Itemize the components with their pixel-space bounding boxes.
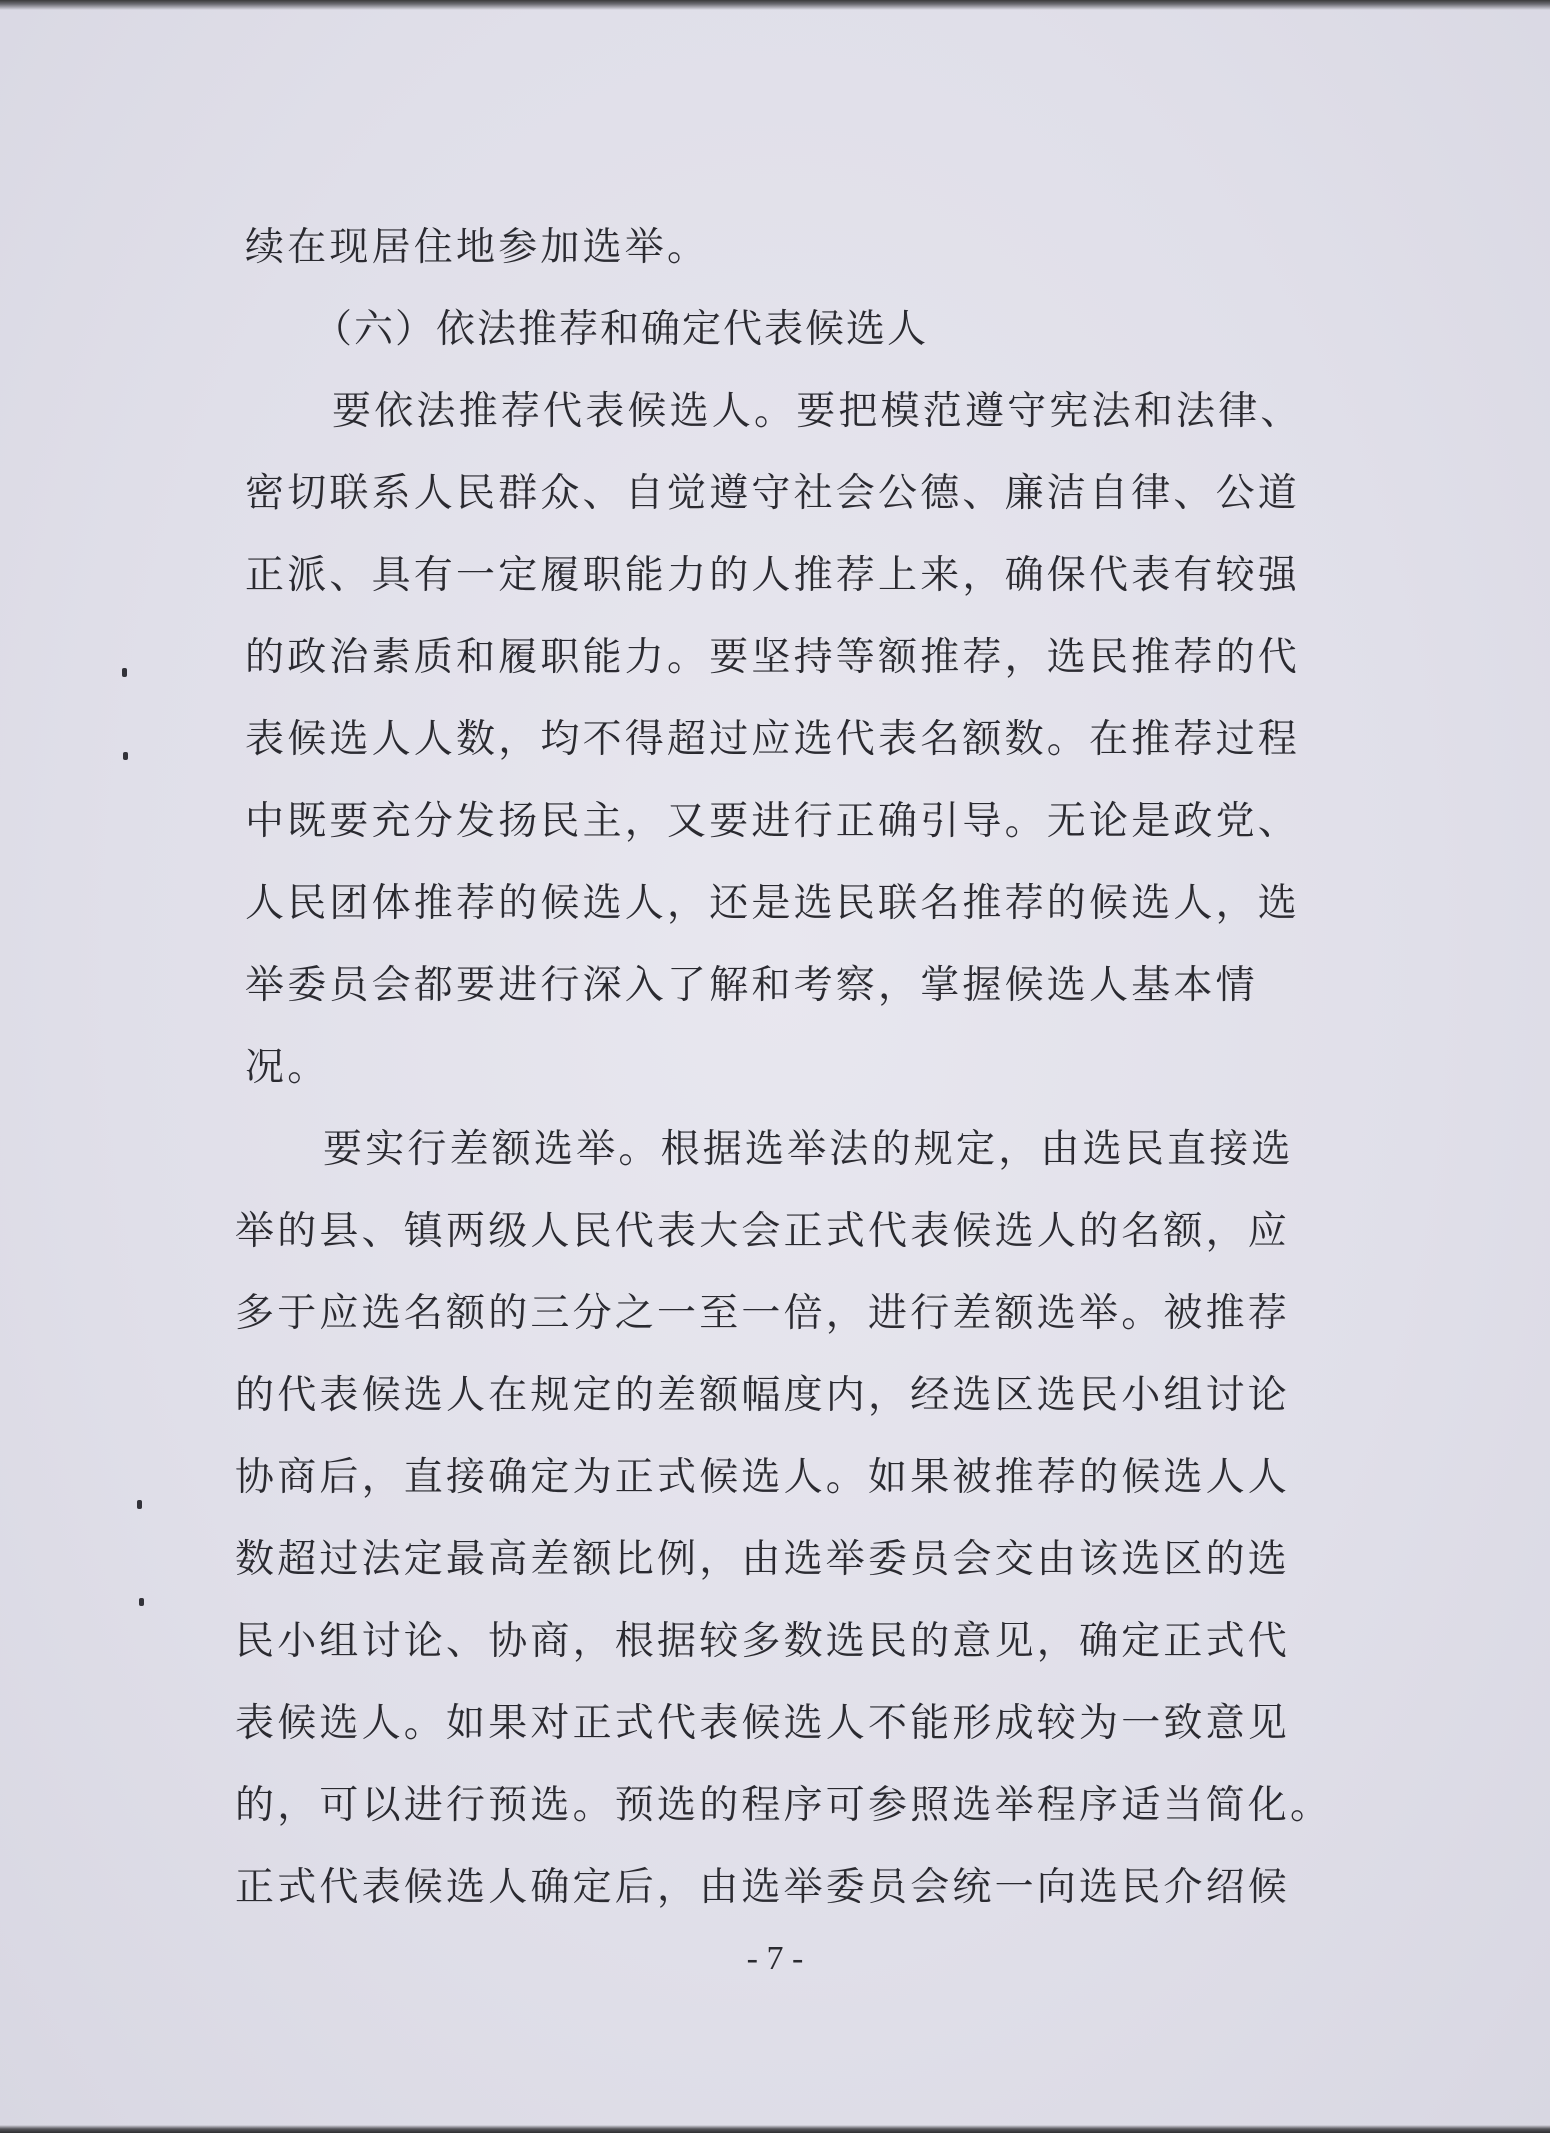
- section-heading: （六）依法推荐和确定代表候选人: [313, 307, 929, 352]
- paragraph-first-line: 要实行差额选举。根据选举法的规定，由选民直接选: [323, 1127, 1294, 1172]
- text-line: 中既要充分发扬民主，又要进行正确引导。无论是政党、: [245, 799, 1301, 844]
- text-line: 举的县、镇两级人民代表大会正式代表候选人的名额，应: [235, 1209, 1291, 1254]
- binding-hole-mark: [123, 752, 128, 760]
- text-line: 续在现居住地参加选举。: [245, 225, 710, 270]
- text-line: 的代表候选人在规定的差额幅度内，经选区选民小组讨论: [235, 1373, 1291, 1418]
- binding-hole-mark: [122, 668, 127, 677]
- text-line: 正式代表候选人确定后，由选举委员会统一向选民介绍候: [235, 1865, 1291, 1910]
- text-line: 况。: [245, 1045, 330, 1090]
- page-number: - 7 -: [746, 1940, 804, 1977]
- scan-bottom-edge: [0, 2125, 1550, 2133]
- text-line: 的，可以进行预选。预选的程序可参照选举程序适当简化。: [235, 1783, 1333, 1828]
- text-line: 人民团体推荐的候选人，还是选民联名推荐的候选人，选: [245, 881, 1301, 926]
- binding-hole-mark: [137, 1500, 142, 1509]
- text-line: 举委员会都要进行深入了解和考察，掌握候选人基本情: [245, 963, 1258, 1008]
- text-line: 民小组讨论、协商，根据较多数选民的意见，确定正式代: [235, 1619, 1291, 1664]
- scan-top-edge: [0, 0, 1550, 10]
- text-line: 密切联系人民群众、自觉遵守社会公德、廉洁自律、公道: [245, 471, 1301, 516]
- text-line: 协商后，直接确定为正式候选人。如果被推荐的候选人人: [235, 1455, 1291, 1500]
- text-line: 的政治素质和履职能力。要坚持等额推荐，选民推荐的代: [245, 635, 1301, 680]
- binding-hole-mark: [139, 1598, 144, 1606]
- text-line: 多于应选名额的三分之一至一倍，进行差额选举。被推荐: [235, 1291, 1291, 1336]
- text-line: 数超过法定最高差额比例，由选举委员会交由该选区的选: [235, 1537, 1291, 1582]
- text-line: 表候选人。如果对正式代表候选人不能形成较为一致意见: [235, 1701, 1291, 1746]
- text-line: 表候选人人数，均不得超过应选代表名额数。在推荐过程: [245, 717, 1301, 762]
- text-line: 正派、具有一定履职能力的人推荐上来，确保代表有较强: [245, 553, 1301, 598]
- paragraph-first-line: 要依法推荐代表候选人。要把模范遵守宪法和法律、: [332, 389, 1303, 434]
